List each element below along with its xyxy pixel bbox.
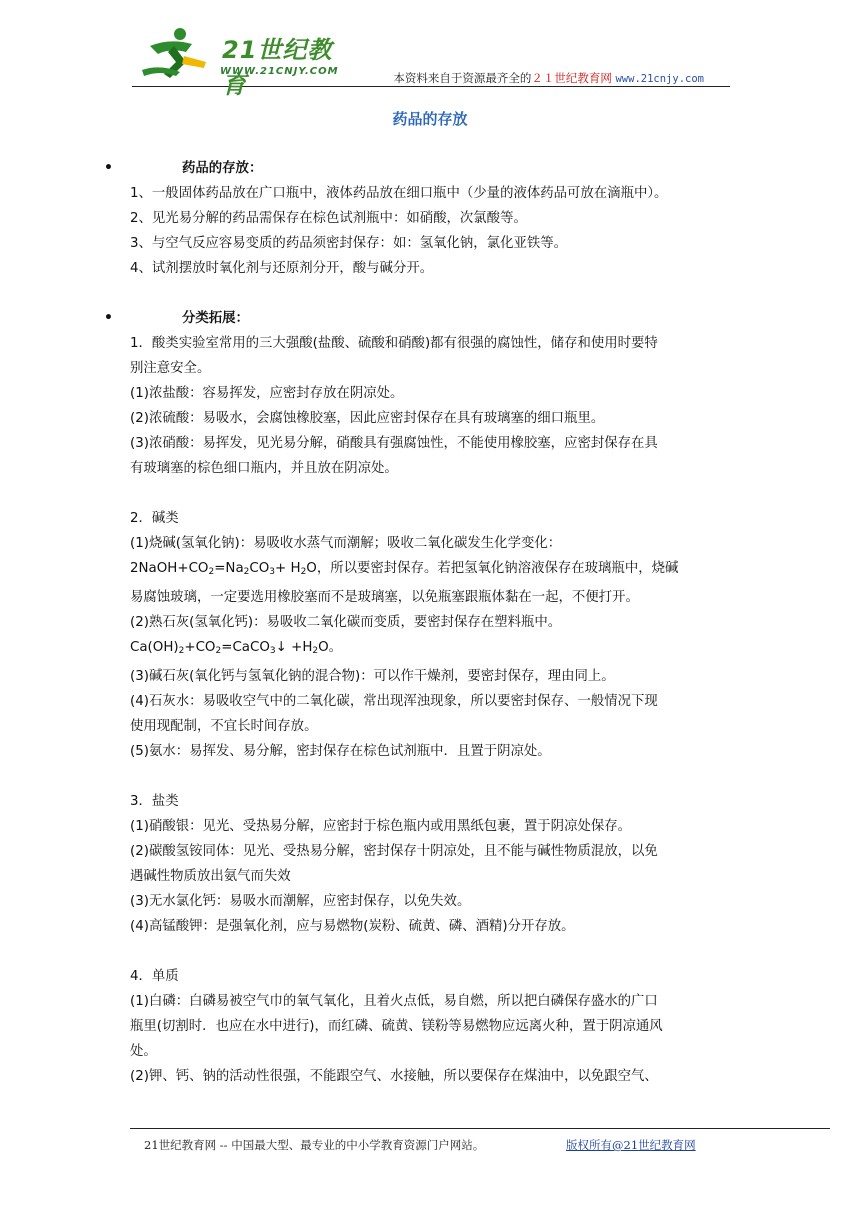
text-line: (3)浓硝酸：易挥发，见光易分解，硝酸具有强腐蚀性，不能使用橡胶塞，应密封保存在具	[130, 436, 658, 451]
text-line: 别注意安全。	[130, 361, 211, 376]
document-body	[104, 156, 735, 1089]
subsection-heading: 4．单质	[130, 969, 179, 984]
logo-url: WWW.21CNJY.COM	[220, 66, 339, 77]
spacer	[130, 939, 735, 964]
section-heading-text: 药品的存放：	[182, 161, 263, 176]
section-heading-text: 分类拓展：	[182, 311, 249, 326]
text-line: (1)浓盐酸：容易挥发，应密封存放在阴凉处。	[130, 386, 404, 401]
section-heading-extension	[104, 306, 735, 331]
text-line: (1)烧碱(氢氧化钠)：易吸收水蒸气而潮解；吸收二氧化碳发生化学变化：	[130, 536, 562, 551]
copyright-link[interactable]: 版权所有@21世纪教育网	[566, 1138, 696, 1152]
logo-text: 21世纪教育	[222, 36, 333, 99]
text-line: 处。	[130, 1044, 157, 1059]
subsection-heading: 2．碱类	[130, 511, 179, 526]
text-line: 1、一般固体药品放在广口瓶中，液体药品放在细口瓶中（少量的液体药品可放在滴瓶中）。	[130, 186, 668, 201]
text-line: (1)硝酸银：见光、受热易分解，应密封于棕色瓶内或用黑纸包裹，置于阴凉处保存。	[130, 819, 632, 834]
header-note-prefix: 本资料来自于资源最齐全的	[393, 71, 532, 85]
text-line: (2)熟石灰(氢氧化钙)：易吸收二氧化碳而变质，要密封保存在塑料瓶中。	[130, 615, 562, 630]
text-line: 遇碱性物质放出氨气而失效	[130, 869, 291, 884]
bullet-icon: •	[104, 310, 113, 326]
header-note-site[interactable]: ２１世纪教育网	[531, 71, 612, 85]
spacer	[130, 764, 735, 789]
text-line: 有玻璃塞的棕色细口瓶内，并且放在阴凉处。	[130, 461, 398, 476]
runner-icon	[140, 24, 230, 82]
precipitate-arrow-icon: ↓	[275, 640, 287, 655]
section-heading-storage	[104, 156, 735, 181]
site-logo	[140, 24, 340, 99]
page-footer	[130, 1128, 830, 1157]
text-line: (3)碱石灰(氧化钙与氢氧化钠的混合物)：可以作干燥剂，要密封保存，理由同上。	[130, 669, 615, 684]
spacer	[130, 281, 735, 306]
page-header	[132, 18, 730, 99]
text-line: 2、见光易分解的药品需保存在棕色试剂瓶中：如硝酸，次氯酸等。	[130, 211, 527, 226]
text-line: 4、试剂摆放时氧化剂与还原剂分开，酸与碱分开。	[130, 261, 434, 276]
subsection-heading: 3．盐类	[130, 794, 179, 809]
equation-line: $Ca(OH)_2+CO_2=CaCO_3↓ +H_2O$。	[130, 640, 343, 656]
text-line: (1)白磷：白磷易被空气巾的氧气氧化，且着火点低，易自燃，所以把白磷保存盛水的广口	[130, 994, 658, 1009]
text-line: (2)浓硫酸：易吸水，会腐蚀橡胶塞，因此应密封保存在具有玻璃塞的细口瓶里。	[130, 411, 605, 426]
text-line: (4)高锰酸钾：是强氧化剂，应与易燃物(炭粉、硫黄、磷、酒精)分开存放。	[130, 919, 575, 934]
header-note-url[interactable]: www.21cnjy.com	[615, 73, 704, 85]
footer-text: 21世纪教育网 -- 中国最大型、最专业的中小学教育资源门户网站。	[144, 1138, 485, 1152]
spacer	[130, 481, 735, 506]
text-line: (4)石灰水：易吸收空气中的二氧化碳，常出现浑浊现象，所以要密封保存、一般情况下现	[130, 694, 658, 709]
text-line: 瓶里(切割时．也应在水中进行)，而红磷、硫黄、镁粉等易燃物应远离火种，置于阴凉通风	[130, 1019, 663, 1034]
bullet-icon: •	[104, 160, 113, 176]
page-title: 药品的存放	[392, 110, 468, 128]
text-line: (3)无水氯化钙：易吸水而潮解，应密封保存，以免失效。	[130, 894, 471, 909]
equation-line: $2NaOH+CO_2=Na_2CO_3+ H_2O$，所以要密封保存。若把氢氧化钠溶液保存在玻璃瓶中，烧碱	[130, 561, 679, 577]
text-line: 3、与空气反应容易变质的药品须密封保存：如：氢氧化钠，氯化亚铁等。	[130, 236, 568, 251]
text-line: (5)氨水：易挥发、易分解，密封保存在棕色试剂瓶中．且置于阴凉处。	[130, 744, 551, 759]
header-note	[393, 70, 704, 86]
text-line: 1．酸类实验室常用的三大强酸(盐酸、硫酸和硝酸)都有很强的腐蚀性，储存和使用时要特	[130, 336, 658, 351]
text-line: (2)碳酸氢铵同体：见光、受热易分解，密封保存十阴凉处，且不能与碱性物质混放，以免	[130, 844, 658, 859]
text-line: 使用现配制，不宜长时间存放。	[130, 719, 318, 734]
text-line: 易腐蚀玻璃，一定要选用橡胶塞而不是玻璃塞，以免瓶塞跟瓶体黏在一起，不便打开。	[130, 590, 639, 605]
text-line: (2)钾、钙、钠的活动性很强，不能跟空气、水接触，所以要保存在煤油中，以免跟空气、	[130, 1069, 658, 1084]
